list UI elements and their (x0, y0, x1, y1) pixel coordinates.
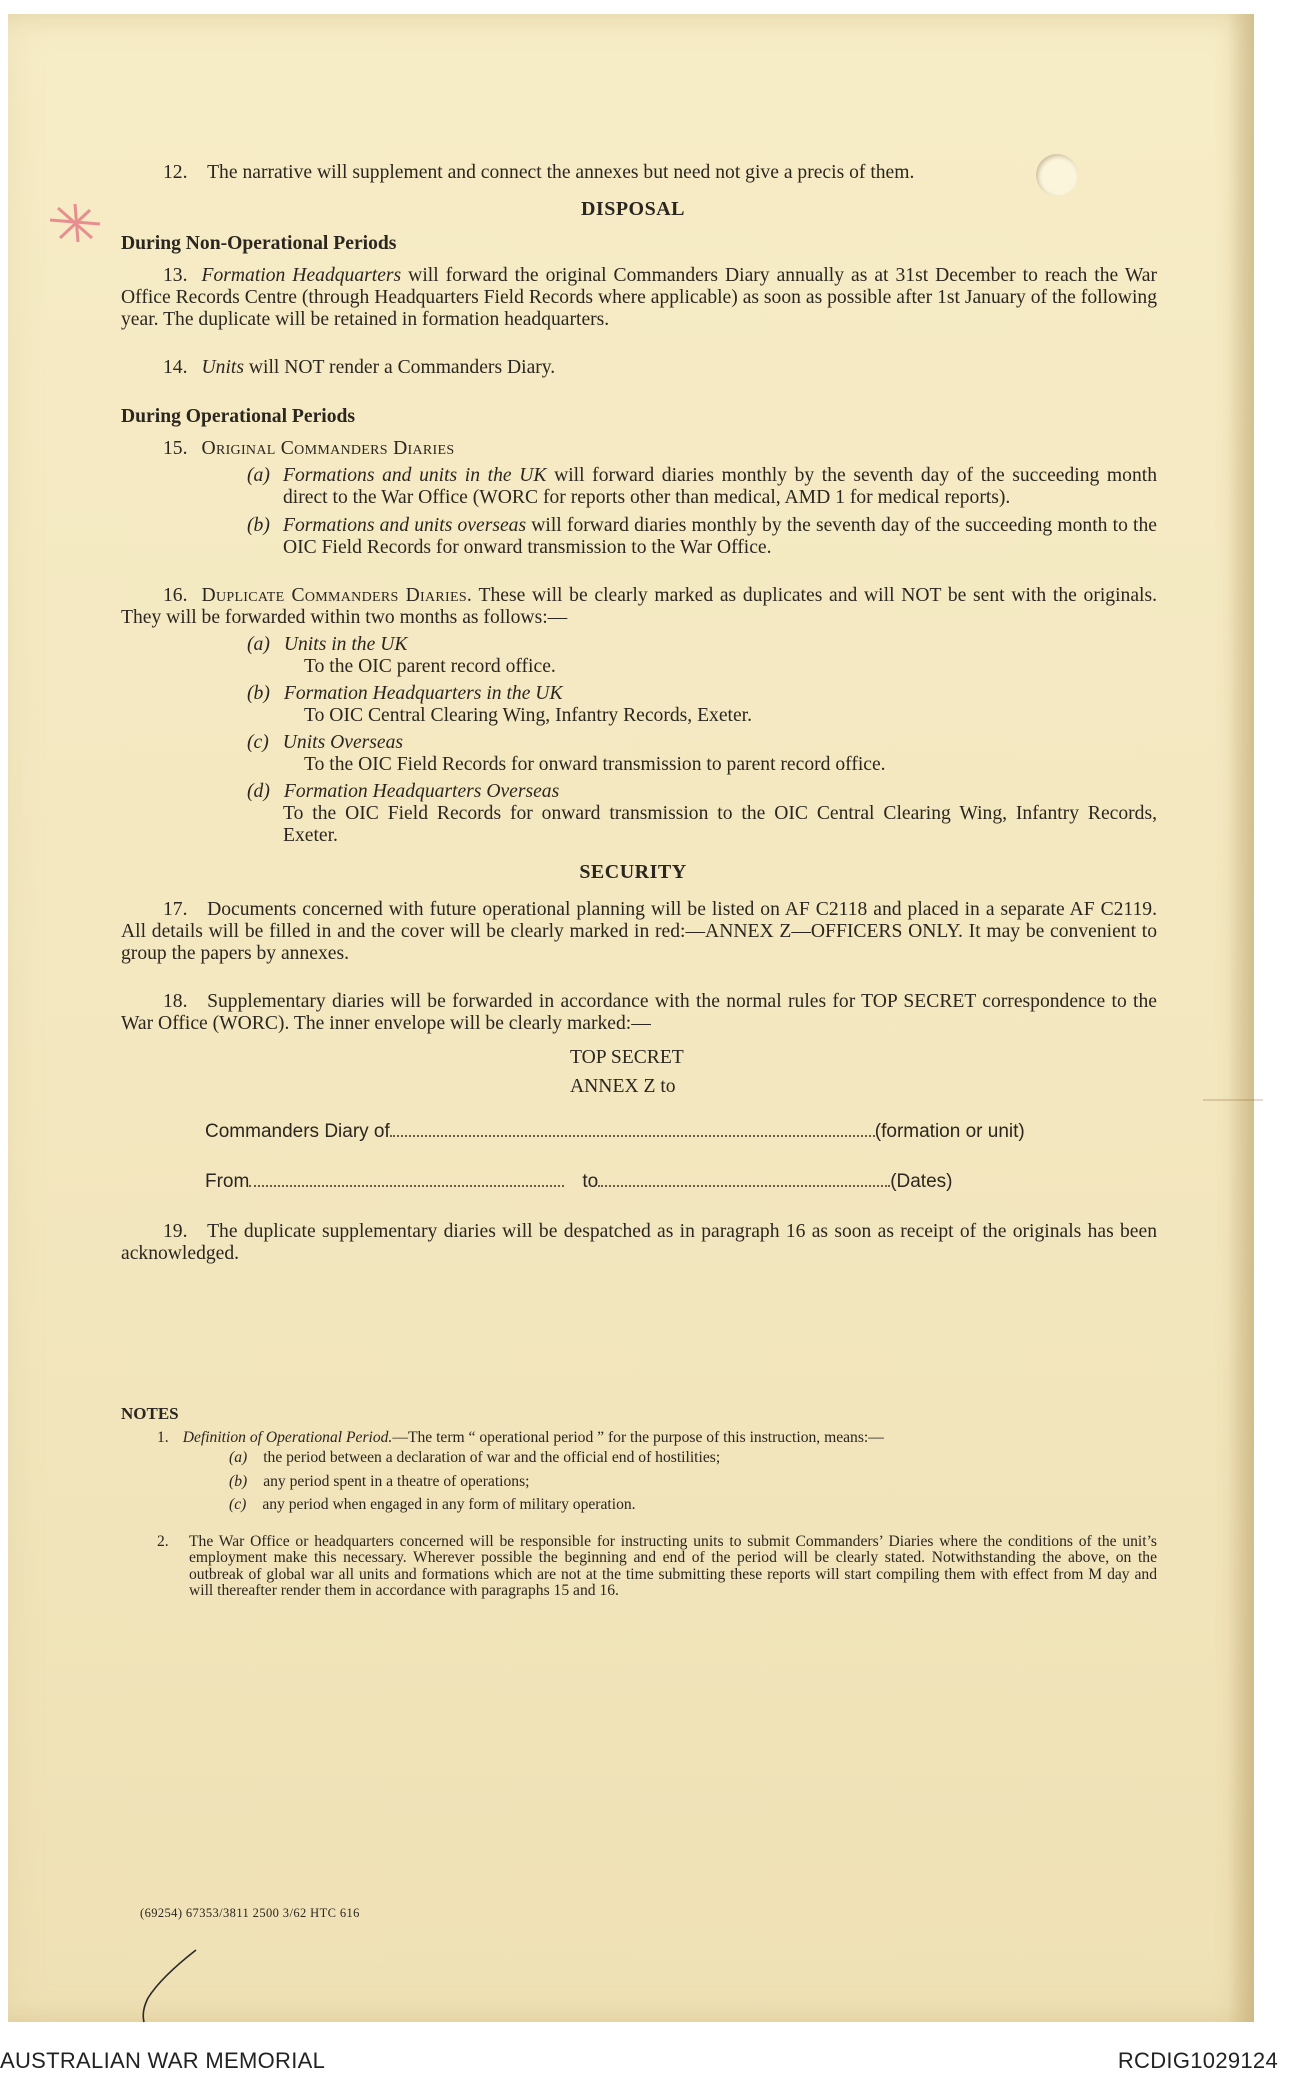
note-1a-text: the period between a declaration of war and the official end of hostilities; (263, 1449, 721, 1466)
form-diary-label: Commanders Diary of (205, 1121, 390, 1142)
paragraph-13-italic: Formation Headquarters (201, 265, 402, 286)
form-diary-blank[interactable] (390, 1121, 875, 1137)
paragraph-18: 18. Supplementary diaries will be forwarded in accordance with the normal rules for TOP SECRET correspondence to the War Office (WORC). The inner envelope will be clearly marked:— (121, 991, 1157, 1034)
paragraph-13 (121, 265, 1157, 331)
paragraph-12: 12. The narrative will supplement and connect the annexes but need not give a precis of them. (163, 162, 915, 183)
form-dates-suffix: (Dates) (890, 1171, 953, 1192)
paragraph-16d-italic: Formation Headquarters Overseas (283, 781, 560, 802)
form-from-blank[interactable] (249, 1171, 564, 1187)
paragraph-15b-text: will forward diaries monthly by the seventh day of the succeeding month to the OIC Field Records for onward transmission to the War Office. (283, 515, 1157, 558)
paper-edge-shadow (1228, 14, 1254, 2022)
note-2-number: 2. (157, 1532, 169, 1550)
note-2-text: The War Office or headquarters concerned will be responsible for instructing units to submit Commanders’ Diaries where the conditions of the unit’s employment make this necessary. Wherever possible the beginning and end of the period will be clearly stated. Notwithstanding the above, on the outbreak of global war all units and formations which are not at the time submitting these reports will start compiling them with effect from M day and will thereafter render them in accordance with paragraphs 15 and 16. (189, 1532, 1157, 1600)
paragraph-16-number: 16. (163, 585, 188, 606)
paragraph-15a-text: will forward diaries monthly by the seventh day of the succeeding month direct to the War Office (WORC for reports other than medical, AMD 1 for medical reports). (283, 465, 1157, 508)
form-from-label: From (205, 1171, 250, 1192)
paragraph-15b-label: (b) (247, 515, 270, 536)
print-code: (69254) 67353/3811 2500 3/62 HTC 616 (140, 1906, 360, 1920)
note-2 (121, 1534, 1157, 1600)
marking-annex-z: ANNEX Z to (570, 1076, 676, 1097)
paragraph-16c (121, 732, 1157, 776)
form-line-dates (121, 1171, 1157, 1197)
paragraph-16c-italic: Units Overseas (282, 732, 404, 753)
paragraph-16-title: Duplicate Commanders Diaries. (201, 585, 473, 606)
paragraph-14 (121, 357, 1157, 379)
note-1a (121, 1449, 1157, 1467)
marking-top-secret: TOP SECRET (570, 1047, 684, 1068)
paragraph-16c-label: (c) (247, 732, 269, 753)
paragraph-15 (121, 438, 1157, 460)
paragraph-17: 17. Documents concerned with future operational planning will be listed on AF C2118 and placed in a separate AF C2119. All details will be filled in and the cover will be clearly marked in red:—ANNEX Z—OFFICERS ONLY. It may be convenient to group the papers by annexes. (121, 899, 1157, 964)
paragraph-14-italic: Units (201, 357, 244, 378)
paragraph-13-text: will forward the original Commanders Diary annually as at 31st December to reach the War Office Records Centre (through Headquarters Field Records where applicable) as soon as possible after 1st January of the following year. The duplicate will be retained in formation headquarters. (121, 265, 1157, 330)
red-ink-mark-icon (40, 198, 110, 248)
form-line-diary (121, 1121, 1157, 1147)
archive-id: RCDIG1029124 (1117, 2048, 1278, 2073)
disposal-heading: DISPOSAL (580, 198, 686, 220)
paragraph-16b-text: To OIC Central Clearing Wing, Infantry Records, Exeter. (304, 705, 753, 726)
paragraph-13-number: 13. (163, 265, 188, 286)
paragraph-16a-text: To the OIC parent record office. (304, 656, 556, 677)
note-1-number: 1. (157, 1428, 169, 1446)
note-1c-label: (c) (229, 1496, 247, 1513)
paragraph-16a-italic: Units in the UK (283, 634, 408, 655)
note-1b-text: any period spent in a theatre of operations; (263, 1472, 530, 1490)
pencil-stroke-icon (138, 1946, 208, 2026)
operational-heading: During Operational Periods (121, 406, 356, 427)
paragraph-16-text: These will be clearly marked as duplicates and will NOT be sent with the originals. They will be forwarded within two months as follows:— (121, 585, 1157, 628)
paragraph-16d-text (247, 803, 1157, 847)
paragraph-16a-label: (a) (247, 634, 270, 655)
paragraph-16b-italic: Formation Headquarters in the UK (283, 683, 563, 704)
document-body (121, 145, 1157, 1600)
non-operational-heading: During Non-Operational Periods (121, 233, 397, 254)
paragraph-19: 19. The duplicate supplementary diaries will be despatched as in paragraph 16 as soon as receipt of the originals has been acknowledged. (121, 1221, 1157, 1264)
note-1 (121, 1429, 1157, 1447)
archive-caption: AUSTRALIAN WAR MEMORIAL (0, 2048, 326, 2073)
note-1a-label: (a) (229, 1449, 248, 1466)
paragraph-15a-label: (a) (247, 465, 270, 486)
form-diary-suffix: (formation or unit) (874, 1121, 1025, 1142)
paragraph-14-number: 14. (163, 357, 188, 378)
paragraph-15a-italic: Formations and units in the UK (283, 465, 547, 486)
paragraph-16c-text: To the OIC Field Records for onward transmission to parent record office. (304, 754, 886, 775)
notes-heading: NOTES (121, 1404, 179, 1423)
paragraph-16a (121, 634, 1157, 678)
paragraph-15b (121, 515, 1157, 559)
form-to-label: to (582, 1171, 599, 1192)
form-to-blank[interactable] (598, 1171, 890, 1187)
paragraph-16 (121, 585, 1157, 629)
paragraph-16b (121, 683, 1157, 727)
paper-fold-mark (1203, 1099, 1263, 1101)
note-1c (121, 1496, 1157, 1514)
note-1c-text: any period when engaged in any form of military operation. (262, 1496, 636, 1513)
security-heading: SECURITY (579, 861, 687, 883)
paragraph-16d (121, 781, 1157, 847)
paragraph-15-number: 15. (163, 438, 188, 459)
paragraph-16d-text-body: To the OIC Field Records for onward transmission to the OIC Central Clearing Wing, Infantry Records, Exeter. (283, 803, 1157, 846)
paragraph-16b-label: (b) (247, 683, 270, 704)
notes-section (121, 1405, 1157, 1600)
note-1-italic: Definition of Operational Period. (182, 1428, 393, 1446)
note-1-text: —The term “ operational period ” for the purpose of this instruction, means:— (392, 1428, 884, 1446)
paragraph-15a (121, 465, 1157, 509)
paragraph-15-title: Original Commanders Diaries (201, 438, 455, 459)
paragraph-14-text: will NOT render a Commanders Diary. (243, 357, 556, 378)
envelope-marking (121, 1043, 1157, 1101)
paragraph-16d-label: (d) (247, 781, 270, 802)
paragraph-15b-italic: Formations and units overseas (283, 515, 527, 536)
note-1b-label: (b) (229, 1472, 248, 1490)
note-1b (121, 1473, 1157, 1491)
